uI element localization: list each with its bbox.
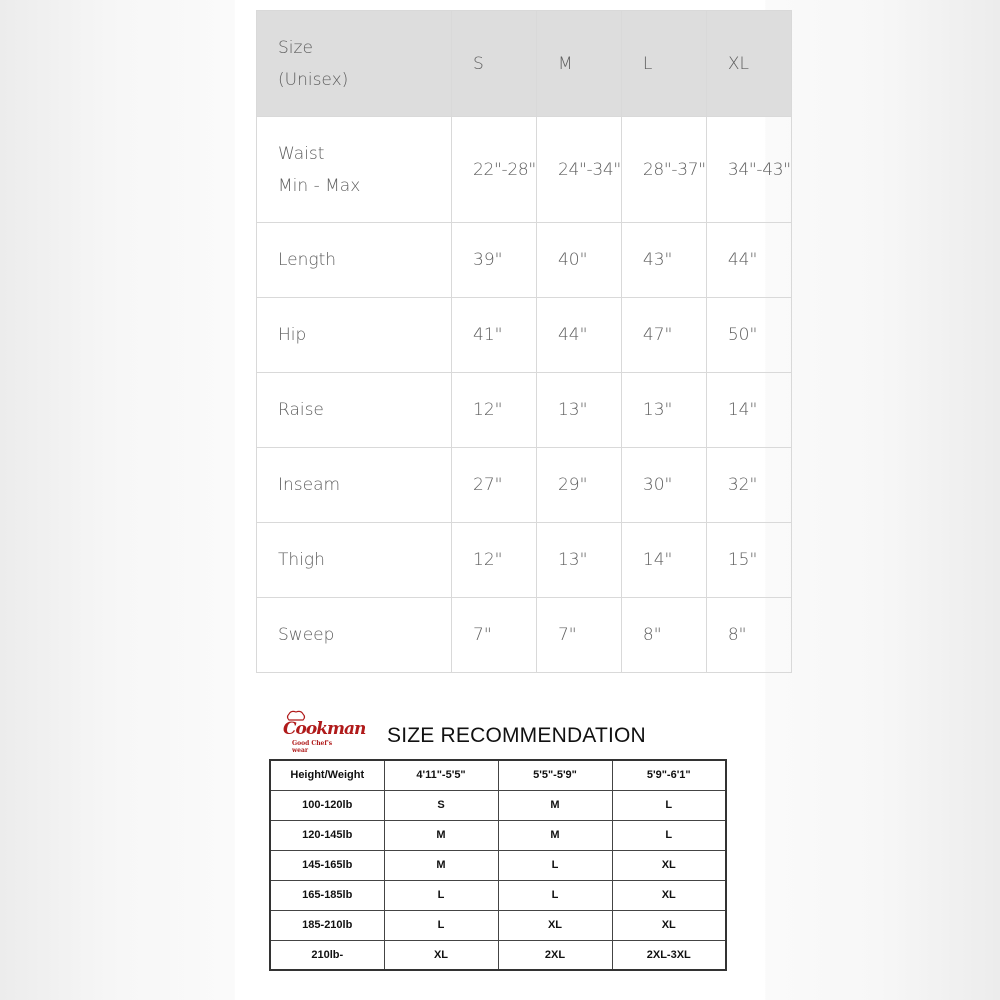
recommendation-row [270, 880, 726, 910]
size-cell: M [498, 790, 612, 820]
row-value: 41" [452, 298, 537, 373]
row-value: 15" [706, 523, 791, 598]
header-cell: 4'11"-5'5" [384, 760, 498, 790]
size-cell: XL [612, 910, 726, 940]
row-value: 32" [706, 448, 791, 523]
weight-cell: 100-120lb [270, 790, 384, 820]
recommendation-row [270, 910, 726, 940]
size-cell: M [384, 820, 498, 850]
weight-cell: 185-210lb [270, 910, 384, 940]
size-cell: L [384, 910, 498, 940]
row-value: 29" [536, 448, 621, 523]
size-chart-header-row [257, 11, 792, 117]
size-cell: M [498, 820, 612, 850]
recommendation-row [270, 940, 726, 970]
weight-cell: 120-145lb [270, 820, 384, 850]
row-value: 7" [536, 598, 621, 673]
weight-cell: 210lb- [270, 940, 384, 970]
size-chart-row [257, 448, 792, 523]
row-value: 43" [621, 223, 706, 298]
header-cell: 5'9"-6'1" [612, 760, 726, 790]
logo-wordmark: Cookman [283, 719, 366, 739]
row-value: 8" [621, 598, 706, 673]
size-chart-row [257, 598, 792, 673]
size-chart-row [257, 373, 792, 448]
row-label: Hip [257, 298, 452, 373]
waist-value-m: 24"-34" [536, 117, 621, 223]
waist-value-xl: 34"-43" [706, 117, 791, 223]
recommendation-title: SIZE RECOMMENDATION [387, 724, 646, 747]
size-cell: M [384, 850, 498, 880]
size-chart-table [256, 10, 792, 673]
header-cell: 5'5"-5'9" [498, 760, 612, 790]
row-value: 7" [452, 598, 537, 673]
size-header-xl: XL [706, 11, 791, 117]
size-cell: XL [612, 880, 726, 910]
row-value: 50" [706, 298, 791, 373]
recommendation-table [269, 759, 727, 971]
waist-label-line2: Min - Max [278, 175, 361, 196]
size-cell: L [612, 820, 726, 850]
row-value: 30" [621, 448, 706, 523]
size-header-s: S [452, 11, 537, 117]
weight-cell: 145-165lb [270, 850, 384, 880]
row-value: 12" [452, 523, 537, 598]
row-label: Raise [257, 373, 452, 448]
size-cell: L [384, 880, 498, 910]
row-value: 8" [706, 598, 791, 673]
size-label-line2: (Unisex) [278, 69, 349, 90]
size-cell: 2XL [498, 940, 612, 970]
size-chart-row [257, 523, 792, 598]
row-value: 13" [536, 373, 621, 448]
row-value: 44" [536, 298, 621, 373]
logo-tagline: Good Chef's wear [292, 740, 333, 754]
size-header-label [257, 11, 452, 117]
header-cell: Height/Weight [270, 760, 384, 790]
size-cell: XL [498, 910, 612, 940]
size-cell: XL [384, 940, 498, 970]
recommendation-row [270, 790, 726, 820]
row-value: 14" [621, 523, 706, 598]
size-cell: L [498, 850, 612, 880]
recommendation-header-row [270, 760, 726, 790]
size-cell: L [612, 790, 726, 820]
waist-value-s: 22"-28" [452, 117, 537, 223]
size-cell: 2XL-3XL [612, 940, 726, 970]
size-cell: S [384, 790, 498, 820]
row-value: 40" [536, 223, 621, 298]
row-value: 27" [452, 448, 537, 523]
weight-cell: 165-185lb [270, 880, 384, 910]
recommendation-row [270, 850, 726, 880]
row-label: Sweep [257, 598, 452, 673]
size-chart-row-waist [257, 117, 792, 223]
size-chart-row [257, 223, 792, 298]
cookman-logo [278, 712, 366, 754]
row-label: Length [257, 223, 452, 298]
row-value: 12" [452, 373, 537, 448]
row-label: Inseam [257, 448, 452, 523]
size-chart-row [257, 298, 792, 373]
row-label: Thigh [257, 523, 452, 598]
waist-value-l: 28"-37" [621, 117, 706, 223]
waist-label [257, 117, 452, 223]
row-value: 13" [621, 373, 706, 448]
size-cell: XL [612, 850, 726, 880]
row-value: 39" [452, 223, 537, 298]
row-value: 47" [621, 298, 706, 373]
waist-label-line1: Waist [278, 143, 325, 164]
size-cell: L [498, 880, 612, 910]
row-value: 13" [536, 523, 621, 598]
size-header-l: L [621, 11, 706, 117]
size-label-line1: Size [278, 37, 313, 58]
row-value: 14" [706, 373, 791, 448]
row-value: 44" [706, 223, 791, 298]
recommendation-row [270, 820, 726, 850]
size-header-m: M [536, 11, 621, 117]
